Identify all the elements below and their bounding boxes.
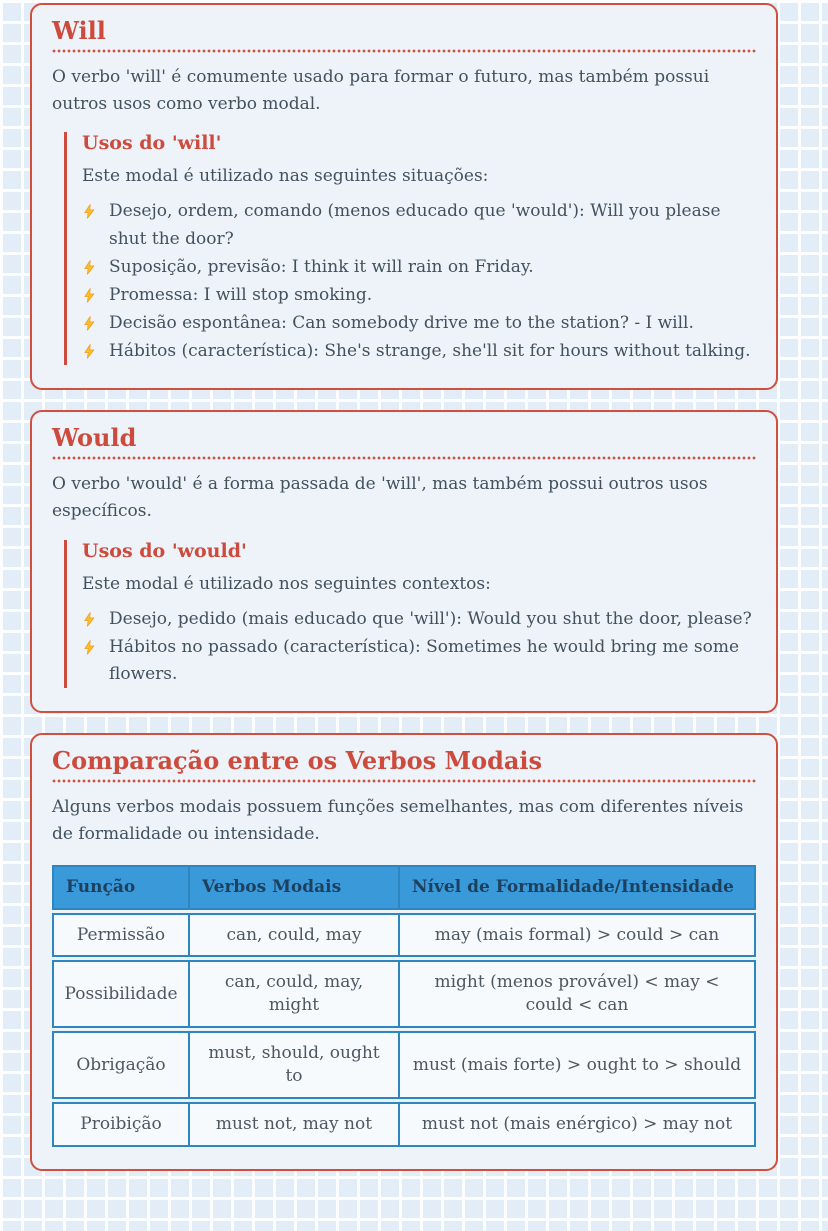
card-would-intro: O verbo 'would' é a forma passada de 'will', mas também possui outros usos específicos.	[52, 474, 708, 522]
table-header-nivel: Nível de Formalidade/Intensidade	[398, 867, 754, 908]
list-item-text: Hábitos (característica): She's strange, she'll sit for hours without talking.	[109, 341, 751, 362]
table-cell: can, could, may	[188, 915, 398, 956]
table-cell: Permissão	[76, 924, 166, 945]
list-item	[82, 254, 756, 281]
table-cell: can, could, may, might	[188, 962, 398, 1026]
table-cell: Possibilidade	[64, 983, 178, 1004]
card-comparison	[30, 733, 778, 1171]
card-would-subsection-lead: Este modal é utilizado nos seguintes contextos:	[82, 573, 491, 594]
card-will-subsection-lead: Este modal é utilizado nas seguintes situações:	[82, 166, 489, 187]
list-item-text: Promessa: I will stop smoking.	[109, 284, 373, 305]
list-item-text: Hábitos no passado (característica): Sometimes he would bring me some flowers.	[109, 637, 740, 685]
table-cell: Proibição	[80, 1114, 162, 1135]
card-comparison-title: Comparação entre os Verbos Modais	[52, 747, 756, 783]
table-header-verbos: Verbos Modais	[188, 867, 398, 908]
lightning-icon	[82, 344, 97, 359]
card-will-usage-list	[82, 198, 756, 365]
table-row	[52, 960, 756, 1028]
list-item	[82, 606, 756, 633]
table-cell: must not, may not	[188, 1104, 398, 1145]
card-would	[30, 410, 778, 713]
card-will-subsection-heading: Usos do 'will'	[82, 132, 222, 155]
content-column	[30, 3, 778, 1231]
card-will	[30, 3, 778, 390]
list-item-text: Desejo, pedido (mais educado que 'will'): Would you shut the door, please?	[109, 608, 752, 629]
table-cell: must (mais forte) > ought to > should	[398, 1033, 754, 1097]
card-will-intro: O verbo 'will' é comumente usado para formar o futuro, mas também possui outros usos como verbo modal.	[52, 66, 710, 114]
table-header-funcao: Função	[66, 876, 136, 897]
table-header-row	[52, 865, 756, 910]
card-will-subsection	[64, 132, 756, 365]
table-row	[52, 1031, 756, 1099]
lightning-icon	[82, 204, 97, 219]
card-would-title: Would	[52, 424, 756, 460]
table-cell: might (menos provável) < may < could < can	[398, 962, 754, 1026]
list-item	[82, 282, 756, 309]
list-item	[82, 310, 756, 337]
card-comparison-intro: Alguns verbos modais possuem funções semelhantes, mas com diferentes níveis de formalidade ou intensidade.	[52, 797, 744, 845]
lightning-icon	[82, 288, 97, 303]
lightning-icon	[82, 640, 97, 655]
table-cell: must, should, ought to	[188, 1033, 398, 1097]
card-will-title: Will	[52, 17, 756, 53]
lightning-icon	[82, 612, 97, 627]
card-would-subsection-heading: Usos do 'would'	[82, 539, 247, 562]
list-item-text: Desejo, ordem, comando (menos educado que 'would'): Will you please shut the door?	[109, 201, 721, 249]
modal-comparison-table	[52, 865, 756, 1148]
card-would-subsection	[64, 540, 756, 689]
list-item-text: Suposição, previsão: I think it will rain on Friday.	[109, 256, 534, 277]
table-cell: may (mais formal) > could > can	[398, 915, 754, 956]
list-item	[82, 198, 756, 252]
lightning-icon	[82, 316, 97, 331]
table-cell: Obrigação	[76, 1054, 166, 1075]
list-item	[82, 338, 756, 365]
table-cell: must not (mais enérgico) > may not	[398, 1104, 754, 1145]
table-row	[52, 913, 756, 958]
lightning-icon	[82, 260, 97, 275]
card-would-usage-list	[82, 606, 756, 689]
table-row	[52, 1102, 756, 1147]
list-item	[82, 634, 756, 688]
list-item-text: Decisão espontânea: Can somebody drive me to the station? - I will.	[109, 313, 694, 334]
